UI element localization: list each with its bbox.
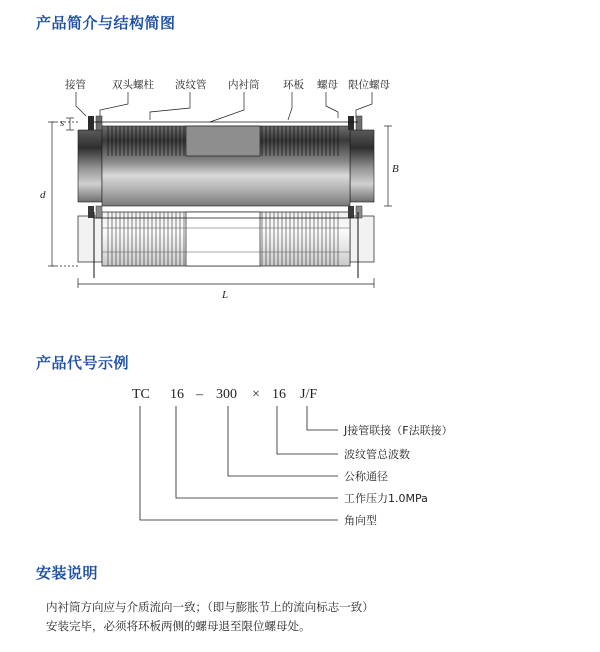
product-code-diagram: [0, 378, 600, 543]
structure-diagram: [0, 60, 600, 301]
callout-label-0: 接管: [65, 79, 86, 91]
dimension-label-L: L: [222, 289, 229, 301]
section-title-structure: 产品简介与结构简图: [36, 15, 176, 32]
callout-leaders: [76, 92, 372, 122]
upper-assembly: [78, 116, 374, 206]
code-token-1: 16: [170, 387, 184, 402]
code-token-3: 300: [216, 387, 237, 402]
install-notes: [46, 598, 566, 636]
install-note-line-1: 内衬筒方向应与介质流向一致；（即与膨胀节上的流向标志一致）: [46, 600, 374, 614]
code-token-6: J/F: [300, 387, 318, 402]
callout-labels: [65, 78, 390, 91]
code-token-5: 16: [272, 387, 286, 402]
code-token-4: ×: [252, 387, 260, 402]
callout-label-6: 限位螺母: [348, 79, 390, 91]
code-tokens: [132, 387, 317, 402]
lower-assembly: [78, 206, 374, 278]
code-description-0: J接管联接（F法联接）: [344, 424, 453, 437]
callout-label-4: 环板: [283, 79, 304, 91]
dimension-label-B: B: [392, 163, 399, 175]
callout-label-5: 螺母: [317, 79, 338, 91]
code-descriptions: [343, 423, 453, 527]
code-description-3: 工作压力1.0MPa: [344, 492, 428, 505]
callout-label-3: 内衬筒: [228, 79, 260, 91]
code-description-1: 波纹管总波数: [344, 448, 410, 461]
callout-label-2: 波纹管: [175, 79, 207, 91]
dimension-label-s: s: [60, 117, 65, 129]
install-note-line-2: 安装完毕，必须将环板两侧的螺母退至限位螺母处。: [46, 619, 311, 633]
section-title-install: 安装说明: [36, 565, 99, 582]
code-leaders: [140, 406, 338, 520]
code-token-0: TC: [132, 387, 150, 402]
code-description-2: 公称通径: [344, 470, 388, 483]
code-description-4: 角向型: [344, 514, 377, 527]
section-title-code: 产品代号示例: [36, 355, 130, 372]
dimension-label-d: d: [40, 189, 46, 201]
code-token-2: –: [196, 387, 203, 402]
callout-label-1: 双头螺柱: [112, 79, 154, 91]
